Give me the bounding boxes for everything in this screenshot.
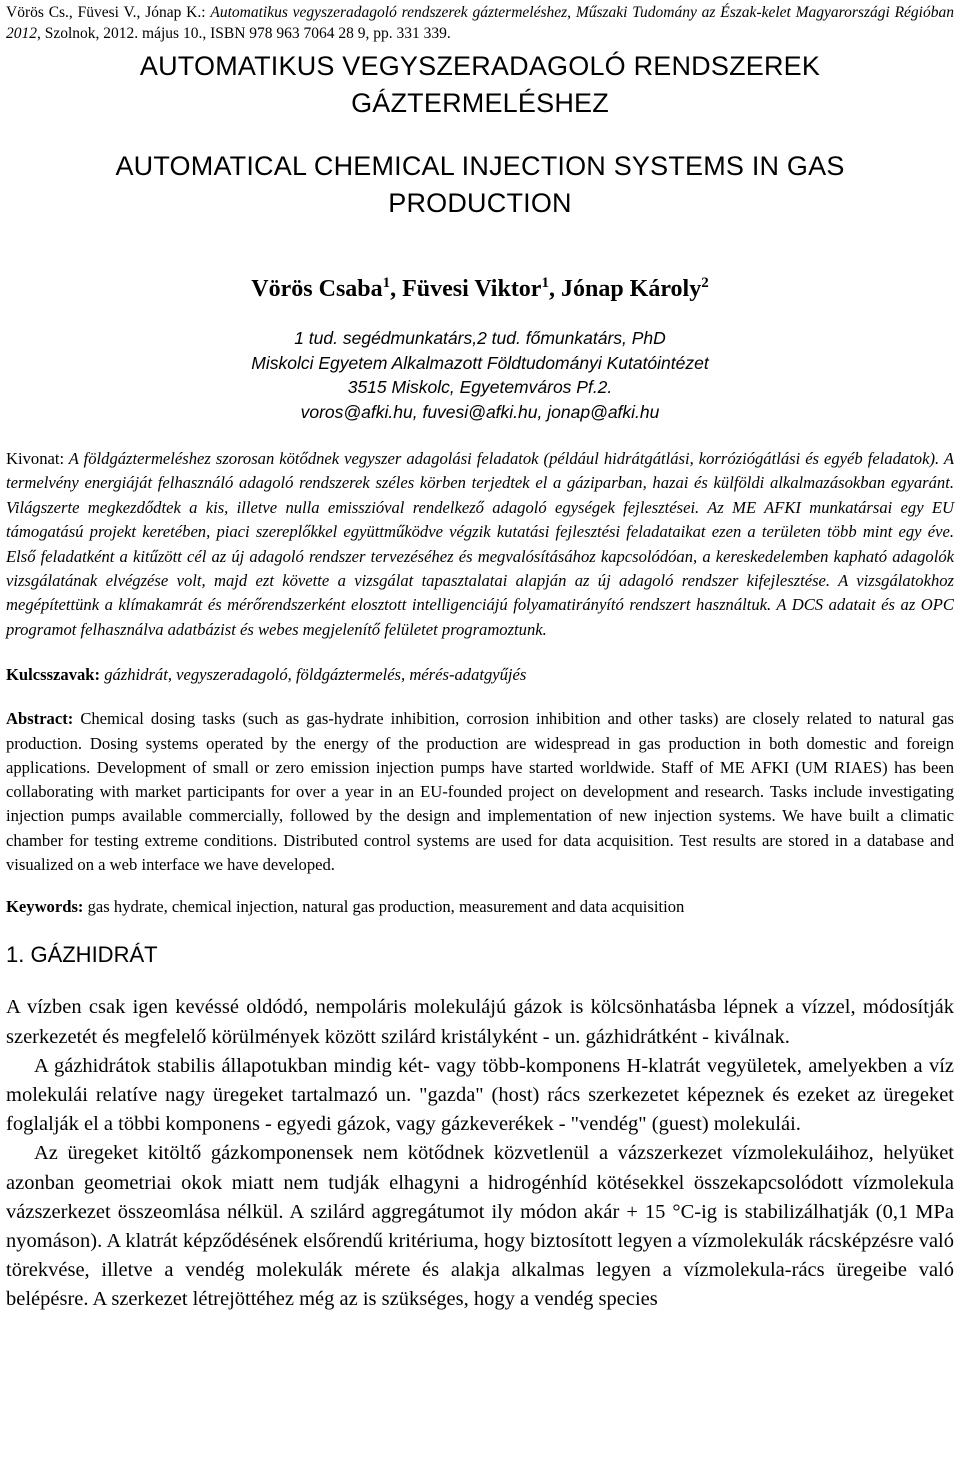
abstract-english-label: Abstract: bbox=[6, 709, 74, 729]
keywords-hungarian-label: Kulcsszavak: bbox=[6, 665, 101, 685]
affiliation-block bbox=[6, 326, 954, 424]
body-paragraph-2: A gázhidrátok stabilis állapotukban mindig két- vagy több-komponens H-klatrát vegyületek, amelyekben a víz molekulái relatíve nagy üregeket tartalmazó un. "gazda" (host) rács szerkezetet képeznek és ezeket az üregeket foglalják el a többi komponens - egyedi gázok, vagy gázkeverékek - "vendég" (guest) molekulái. bbox=[6, 1054, 954, 1136]
author-3: , Jónap Károly bbox=[548, 276, 702, 302]
body-paragraph-1: A vízben csak igen kevéssé oldódó, nempoláris molekulájú gázok is kölcsönhatásba lépnek a vízzel, módosítják szerkezetét és megfelelő körülmények között szilárd kristályként - un. gázhidrátként - kiválnak. bbox=[6, 996, 954, 1048]
affiliation-positions: 1 tud. segédmunkatárs,2 tud. főmunkatárs, PhD bbox=[294, 328, 666, 348]
keywords-english-label: Keywords: bbox=[6, 897, 84, 917]
citation-title: Automatikus vegyszeradagoló rendszerek gáztermeléshez, Műszaki Tudomány az Észak-kelet Magyarországi Régióban 2012, bbox=[6, 4, 954, 42]
keywords-hungarian bbox=[6, 663, 954, 687]
citation-details: Szolnok, 2012. május 10., ISBN 978 963 7064 28 9, pp. 331 339. bbox=[44, 25, 451, 42]
author-2-affil: 1 bbox=[541, 275, 549, 291]
affiliation-emails: voros@afki.hu, fuvesi@afki.hu, jonap@afki.hu bbox=[300, 401, 660, 422]
author-1: Vörös Csaba bbox=[251, 276, 383, 302]
abstract-hungarian-text: A földgáztermeléshez szorosan kötődnek vegyszer adagolási feladatok (például hidrátgátlási, korróziógátlási és egyéb feladatok). A termelvény energiáját felhasználó adagoló rendszerek széles körben terjedtek el a gáziparban, hazai és külföldi alkalmazásokban egyaránt. Világszerte megkezdődtek a kis, illetve nulla emisszióval rendelkező adagoló egységek fejlesztései. Az ME AFKI munkatársai egy EU támogatású projekt keretében, piaci szereplőkkel együttműködve végzik kutatási fejlesztési feladataikat ezen a területen több mint egy éve. Első feladatként a kitűzött cél az új adagoló rendszer tervezéséhez és megvalósításához kapcsolódóan, a kereskedelemben kapható adagolók vizsgálatának elvégzése volt, majd ezt követte a vizsgálat tapasztalatai alapján az új adagoló rendszer kifejlesztése. A vizsgálatokhoz megépítettünk a klímakamrát és mérőrendszerként elosztott intelligenciájú folyamatirányító rendszert használtuk. A DCS adatait és az OPC programot felhasználva adatbázist és webes megjelenítő felületet programoztunk. bbox=[6, 449, 954, 639]
author-1-affil: 1 bbox=[382, 275, 391, 291]
abstract-hungarian bbox=[6, 447, 954, 642]
affiliation-institute: Miskolci Egyetem Alkalmazott Földtudományi Kutatóintézet bbox=[251, 352, 709, 373]
affiliation-address: 3515 Miskolc, Egyetemváros Pf.2. bbox=[347, 377, 613, 397]
keywords-hungarian-text: gázhidrát, vegyszeradagoló, földgáztermelés, mérés-adatgyűjés bbox=[104, 665, 527, 685]
paper-title-hungarian: AUTOMATIKUS VEGYSZERADAGOLÓ RENDSZEREK GÁZTERMELÉSHEZ bbox=[139, 51, 821, 118]
author-3-affil: 2 bbox=[701, 275, 709, 291]
body-paragraph-3: Az üregeket kitöltő gázkomponensek nem kötődnek közvetlenül a vázszerkezet vízmolekuláihoz, helyüket azonban geometriai okok miatt nem tudják elhagyni a hidrogénhíd kötésekkel összekapcsolódott vízmolekula vázszerkezet összeomlása nélkül. A szilárd aggregátumot ily módon akár + 15 °C-ig is stabilizálhatják (0,1 MPa nyomáson). A klatrát képződésének elsőrendű kritériuma, hogy biztosított legyen a vízmolekulák rácsképzésre való törekvése, illetve a vendég molekulák mérete és alakja alkalmas legyen a vízmolekula-rács üregeibe való belépésre. A szerkezet létrejöttéhez még az is szükséges, hogy a vendég species bbox=[6, 1142, 954, 1311]
citation-header bbox=[6, 2, 954, 44]
section-body bbox=[6, 993, 954, 1314]
abstract-english bbox=[6, 707, 954, 877]
abstract-english-text: Chemical dosing tasks (such as gas-hydrate inhibition, corrosion inhibition and other tasks) are closely related to natural gas production. Dosing systems operated by the energy of the production are widespread in gas production in both domestic and foreign applications. Development of small or zero emission injection pumps have started worldwide. Staff of ME AFKI (UM RIAES) has been collaborating with market participants for over a year in an EU-founded project on development and research. Tasks include investigating injection pumps available commercially, followed by the design and implementation of new injection systems. We have built a climatic chamber for testing extreme conditions. Distributed control systems are used for data acquisition. Test results are stored in a database and visualized on a web interface we have developed. bbox=[6, 709, 955, 875]
citation-authors: Vörös Cs., Füvesi V., Jónap K.: bbox=[6, 4, 206, 21]
abstract-hungarian-label: Kivonat: bbox=[6, 449, 65, 468]
author-list bbox=[6, 268, 954, 304]
author-2: , Füvesi Viktor bbox=[390, 276, 542, 302]
paper-title-english: AUTOMATICAL CHEMICAL INJECTION SYSTEMS IN GAS PRODUCTION bbox=[115, 151, 845, 218]
keywords-english bbox=[6, 895, 954, 919]
section-heading: 1. GÁZHIDRÁT bbox=[6, 942, 158, 968]
keywords-english-text: gas hydrate, chemical injection, natural gas production, measurement and data acquisition bbox=[87, 897, 685, 917]
